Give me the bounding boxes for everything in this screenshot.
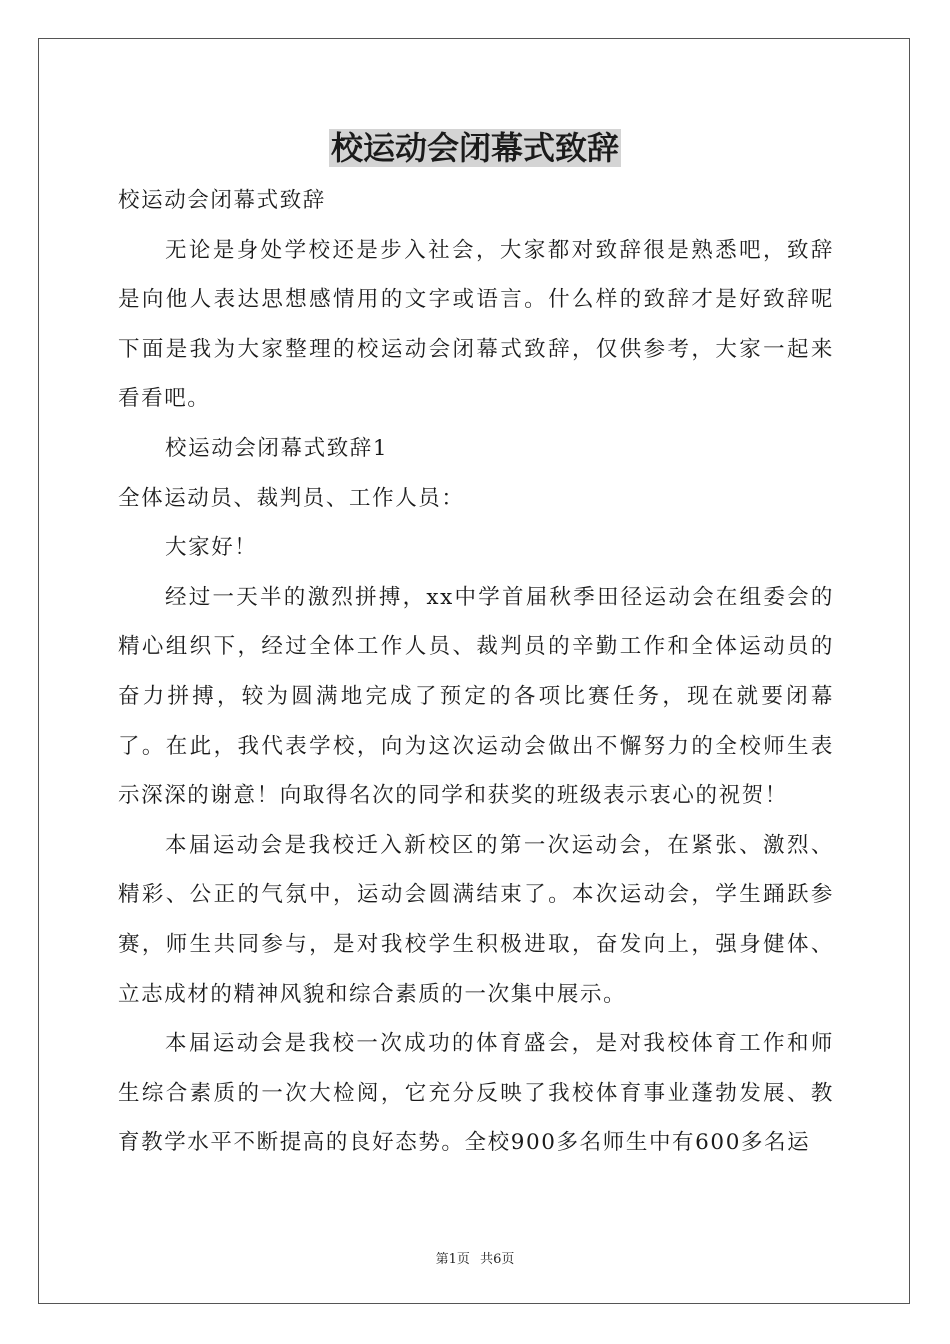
document-title-text: 校运动会闭幕式致辞	[330, 129, 619, 167]
document-title	[0, 124, 950, 172]
body-paragraph: 经过一天半的激烈拼搏，xx中学首届秋季田径运动会在组委会的精心组织下，经过全体工作人员、裁判员的辛勤工作和全体运动员的奋力拼搏，较为圆满地完成了预定的各项比赛任务，现在就要闭幕了。在此，我代表学校，向为这次运动会做出不懈努力的全校师生表示深深的谢意！向取得名次的同学和获奖的班级表示衷心的祝贺！	[118, 584, 834, 809]
document-body	[118, 176, 834, 1168]
greeting-paragraph: 大家好！	[165, 535, 258, 561]
body-paragraph: 本届运动会是我校一次成功的体育盛会，是对我校体育工作和师生综合素质的一次大检阅，它充分反映了我校体育事业蓬勃发展、教育教学水平不断提高的良好态势。全校900多名师生中有600多名运	[118, 1031, 834, 1156]
subtitle-paragraph: 校运动会闭幕式致辞	[118, 188, 326, 213]
page-number: 第1页	[435, 1252, 470, 1267]
body-paragraph: 本届运动会是我校迁入新校区的第一次运动会，在紧张、激烈、精彩、公正的气氛中，运动会圆满结束了。本次运动会，学生踊跃参赛，师生共同参与，是对我校学生积极进取，奋发向上，强身健体、立志成材的精神风貌和综合素质的一次集中展示。	[118, 832, 834, 1007]
page-total: 共6页	[480, 1252, 515, 1267]
page-footer	[0, 1248, 950, 1267]
section-heading: 校运动会闭幕式致辞1	[165, 435, 389, 461]
salutation-paragraph: 全体运动员、裁判员、工作人员：	[118, 485, 465, 511]
intro-paragraph: 无论是身处学校还是步入社会，大家都对致辞很是熟悉吧，致辞是向他人表达思想感情用的文字或语言。什么样的致辞才是好致辞呢下面是我为大家整理的校运动会闭幕式致辞，仅供参考，大家一起来看看吧。	[118, 237, 834, 412]
